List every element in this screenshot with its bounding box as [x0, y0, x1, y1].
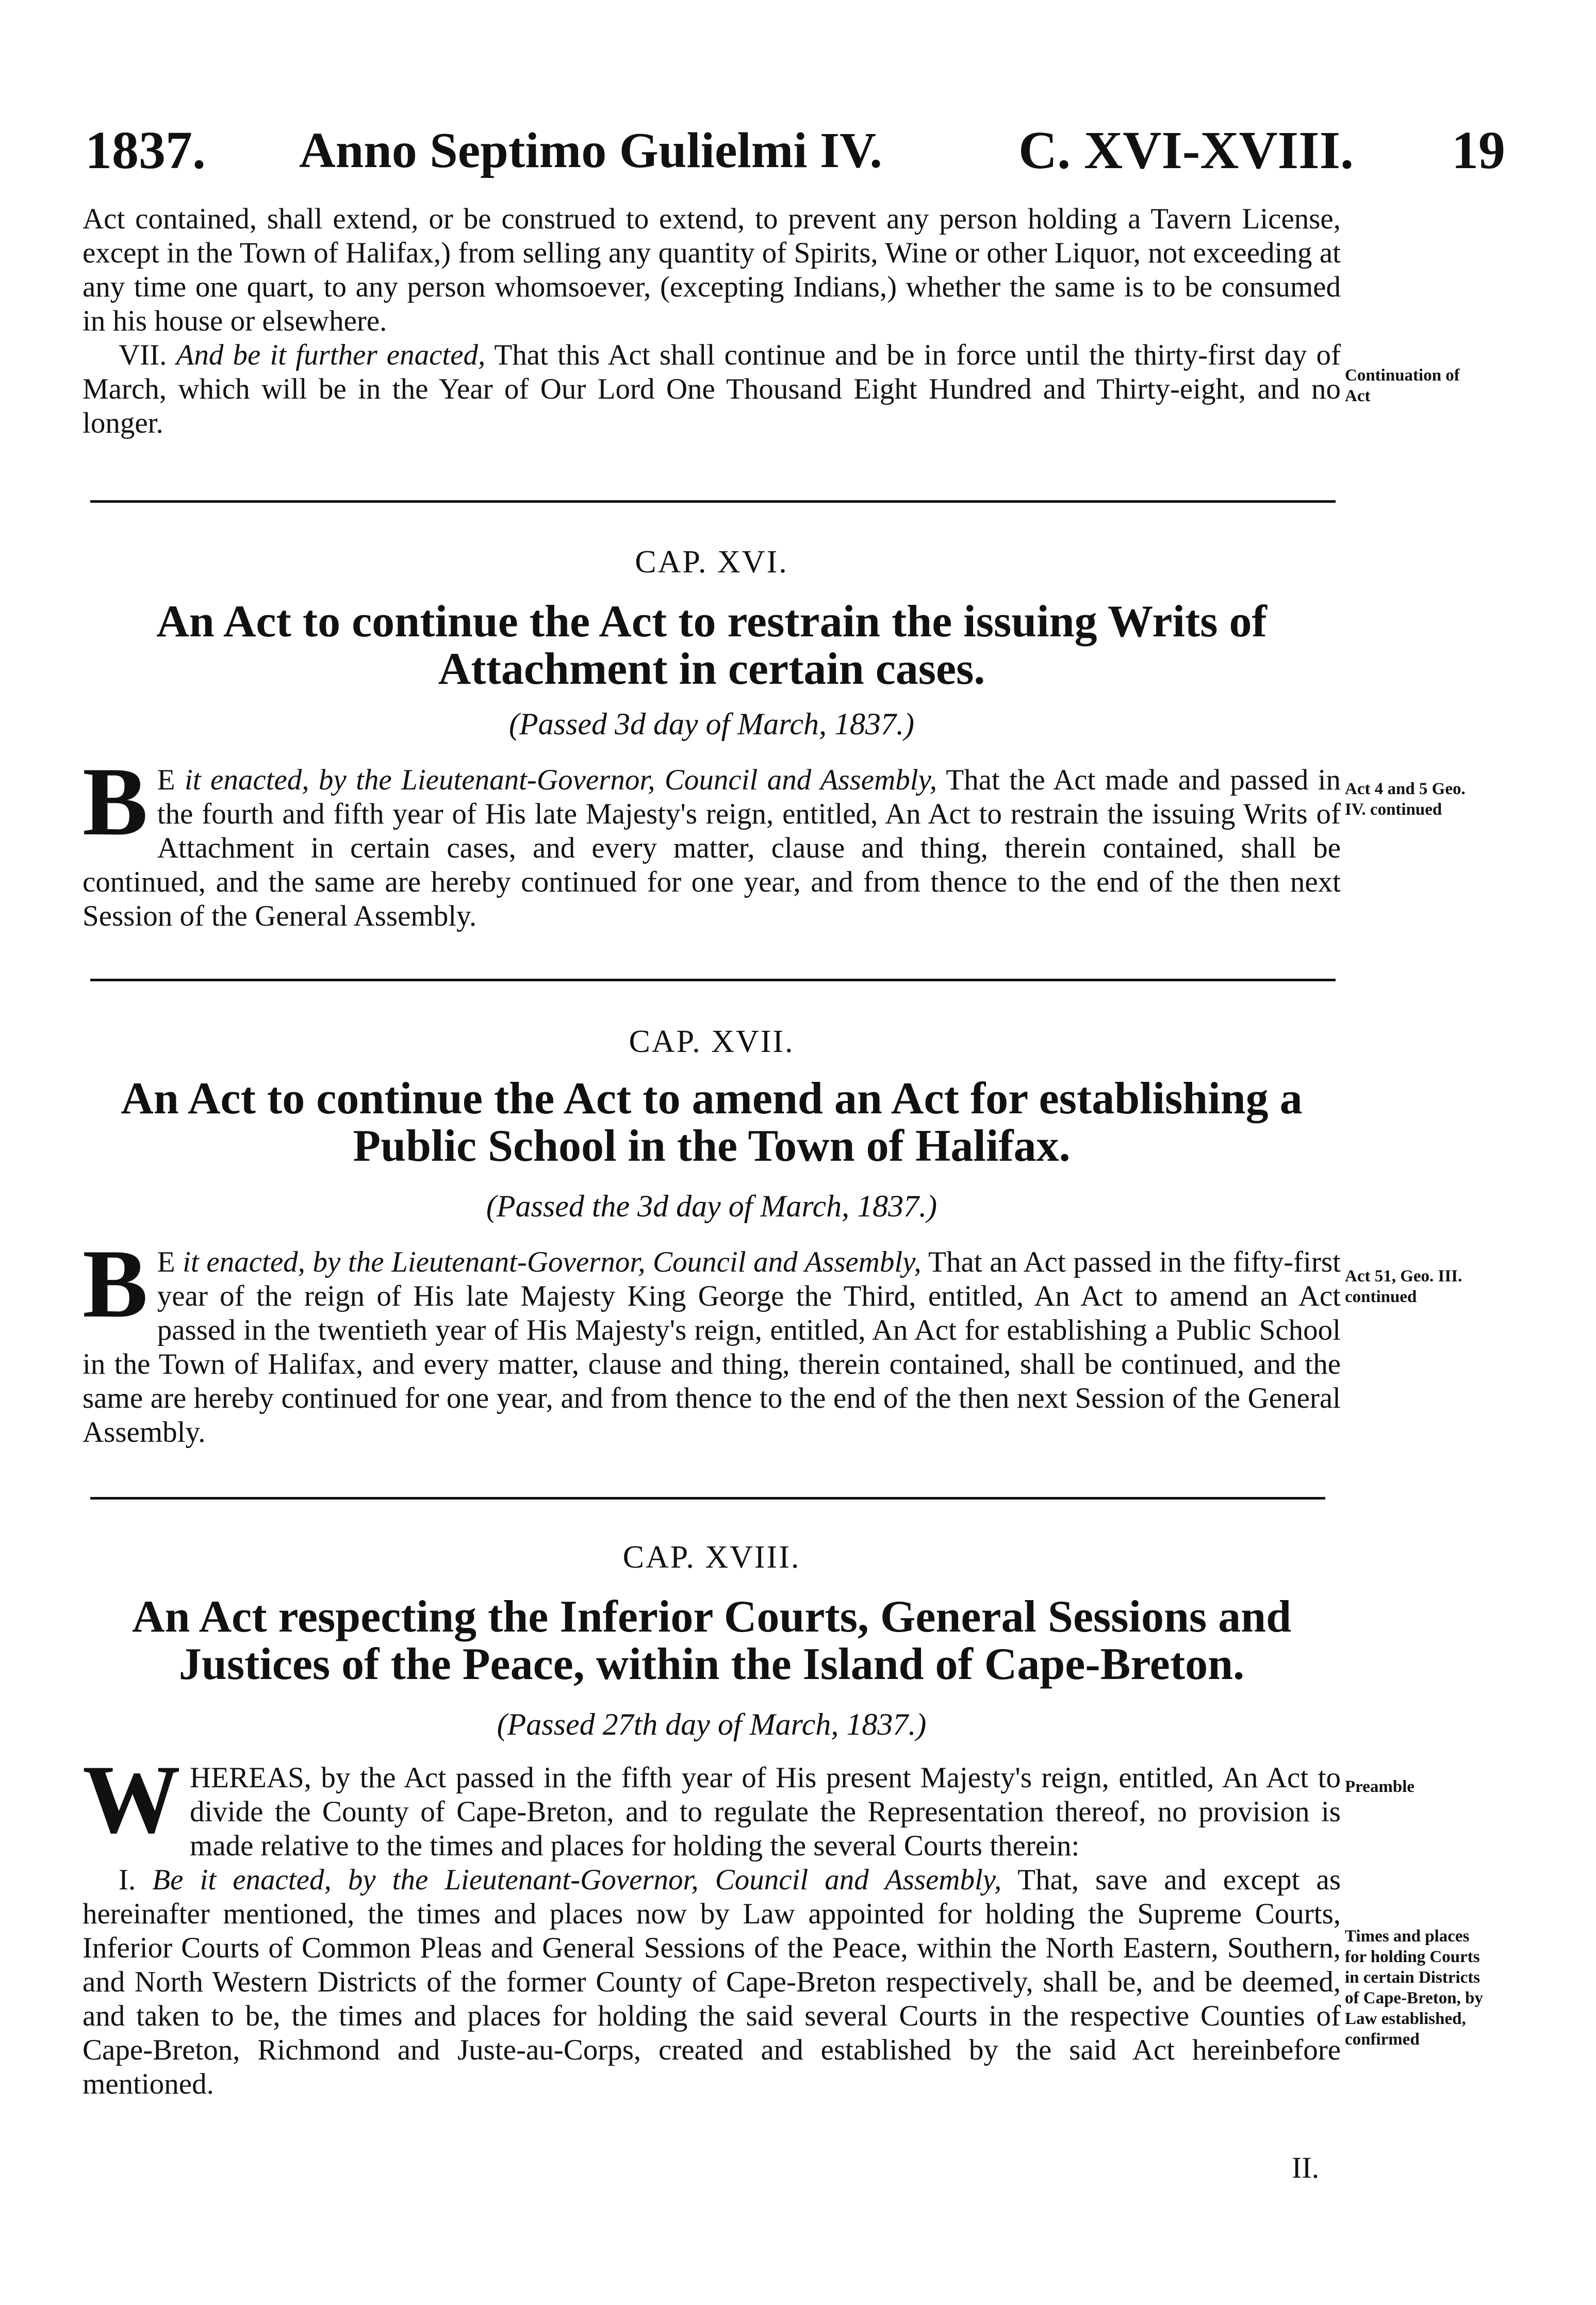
- margin-note-cap-xvii: Act 51, Geo. III. continued: [1345, 1267, 1462, 1306]
- drop-cap: B: [83, 748, 148, 856]
- section-vii-number: VII.: [119, 339, 167, 371]
- cap-xvi-passed: (Passed 3d day of March, 1837.): [509, 707, 914, 741]
- cap-xviii-preamble: [83, 1746, 1341, 1863]
- section-i: [83, 1863, 1341, 2101]
- margin-note-preamble: Preamble: [1345, 1777, 1415, 1796]
- cap-xviii-passed: (Passed 27th day of March, 1837.): [497, 1707, 927, 1741]
- catchword: II.: [1292, 2151, 1320, 2184]
- header-year: 1837.: [85, 121, 206, 180]
- section-divider: [90, 979, 1336, 981]
- section-i-enacting: Be it enacted, by the Lieutenant-Governor, Council and Assembly,: [152, 1864, 1002, 1896]
- margin-note-cap-xvi: Act 4 and 5 Geo. IV. continued: [1345, 780, 1466, 819]
- section-vii-enacting: And be it further enacted,: [176, 339, 486, 371]
- preamble-text: by the Act passed in the fifth year of His present Majesty's reign, entitled, An Act to divide the County of Cape-Breton, and to regulate the Representation thereof, no provision is made relative to the times and places for holding the several Courts therein:: [190, 1761, 1341, 1862]
- section-vii: [83, 338, 1341, 440]
- preamble-small: HEREAS,: [190, 1761, 311, 1794]
- continued-paragraph: [83, 202, 1341, 440]
- enacting-small: E: [157, 1246, 175, 1278]
- page-number: 19: [1452, 121, 1505, 180]
- continued-text: Act contained, shall extend, or be construed to extend, to prevent any person holding a Tavern License, except in the Town of Halifax,) from selling any quantity of Spirits, Wine or other Liquor, not exceeding at any time one quart, to any person whomsoever, (excepting Indians,) whether the same is to be consumed in his house or elsewhere.: [83, 203, 1341, 337]
- section-i-number: I.: [119, 1864, 136, 1896]
- header-chapters: C. XVI-XVIII.: [1018, 121, 1354, 180]
- section-i-text: That, save and except as hereinafter mentioned, the times and places now by Law appointed for holding the Supreme Courts, Inferior Courts of Common Pleas and General Sessions of the Peace, within the North Eastern, Southern, and North Western Districts of the former County of Cape-Breton respectively, shall be, and be deemed, and taken to be, the times and places for holding the said several Courts in the respective Counties of Cape-Breton, Richmond and Juste-au-Corps, created and established by the said Act hereinbefore mentioned.: [83, 1864, 1341, 2100]
- cap-xvi-paragraph: [83, 748, 1341, 933]
- cap-xviii-label: CAP. XVIII.: [622, 1540, 801, 1575]
- margin-note-section-i: Times and places for holding Courts in certain Districts of Cape-Breton, by Law established, confirmed: [1345, 1927, 1483, 2049]
- drop-cap: B: [83, 1230, 148, 1338]
- margin-note-continuation: Continuation of Act: [1345, 366, 1460, 405]
- enacting-small: E: [157, 764, 175, 796]
- cap-xvii-paragraph: [83, 1230, 1341, 1450]
- section-divider: [90, 500, 1336, 503]
- cap-xvi-label: CAP. XVI.: [635, 545, 788, 580]
- cap-xvi-body: [83, 748, 1341, 933]
- cap-xvii-body: [83, 1230, 1341, 1450]
- cap-xvii-title: An Act to continue the Act to amend an Act for establishing a Public School in the Town of Halifax.: [121, 1074, 1303, 1171]
- cap-xvi-text: That the Act made and passed in the fourth and fifth year of His late Majesty's reign, entitled, An Act to restrain the issuing Writs of Attachment in certain cases, and every matter, clause and thing, therein contained, shall be continued, and the same are hereby continued for one year, and from thence to the end of the then next Session of the General Assembly.: [83, 764, 1341, 932]
- cap-xviii-body: [83, 1746, 1341, 2101]
- drop-cap: W: [83, 1746, 180, 1854]
- section-vii-text: That this Act shall continue and be in force until the thirty-first day of March, which will be in the Year of Our Lord One Thousand Eight Hundred and Thirty-eight, and no longer.: [83, 339, 1341, 439]
- enacting-clause: it enacted, by the Lieutenant-Governor, Council and Assembly,: [184, 764, 937, 796]
- enacting-clause: it enacted, by the Lieutenant-Governor, Council and Assembly,: [183, 1246, 922, 1278]
- cap-xvii-text: That an Act passed in the fifty-first year of the reign of His late Majesty King George the Third, entitled, An Act to amend an Act passed in the twentieth year of His Majesty's reign, entitled, An Act for establishing a Public School in the Town of Halifax, and every matter, clause and thing, therein contained, shall be continued, and the same are hereby continued for one year, and from thence to the end of the then next Session of the General Assembly.: [83, 1246, 1341, 1448]
- cap-xvi-title: An Act to continue the Act to restrain the issuing Writs of Attachment in certain cases.: [156, 597, 1267, 694]
- section-divider: [90, 1497, 1325, 1500]
- cap-xvii-passed: (Passed the 3d day of March, 1837.): [486, 1189, 937, 1223]
- cap-xvii-label: CAP. XVII.: [629, 1024, 795, 1059]
- cap-xviii-title: An Act respecting the Inferior Courts, General Sessions and Justices of the Peace, within the Island of Cape-Breton.: [131, 1592, 1292, 1689]
- header-title: Anno Septimo Gulielmi IV.: [299, 123, 882, 178]
